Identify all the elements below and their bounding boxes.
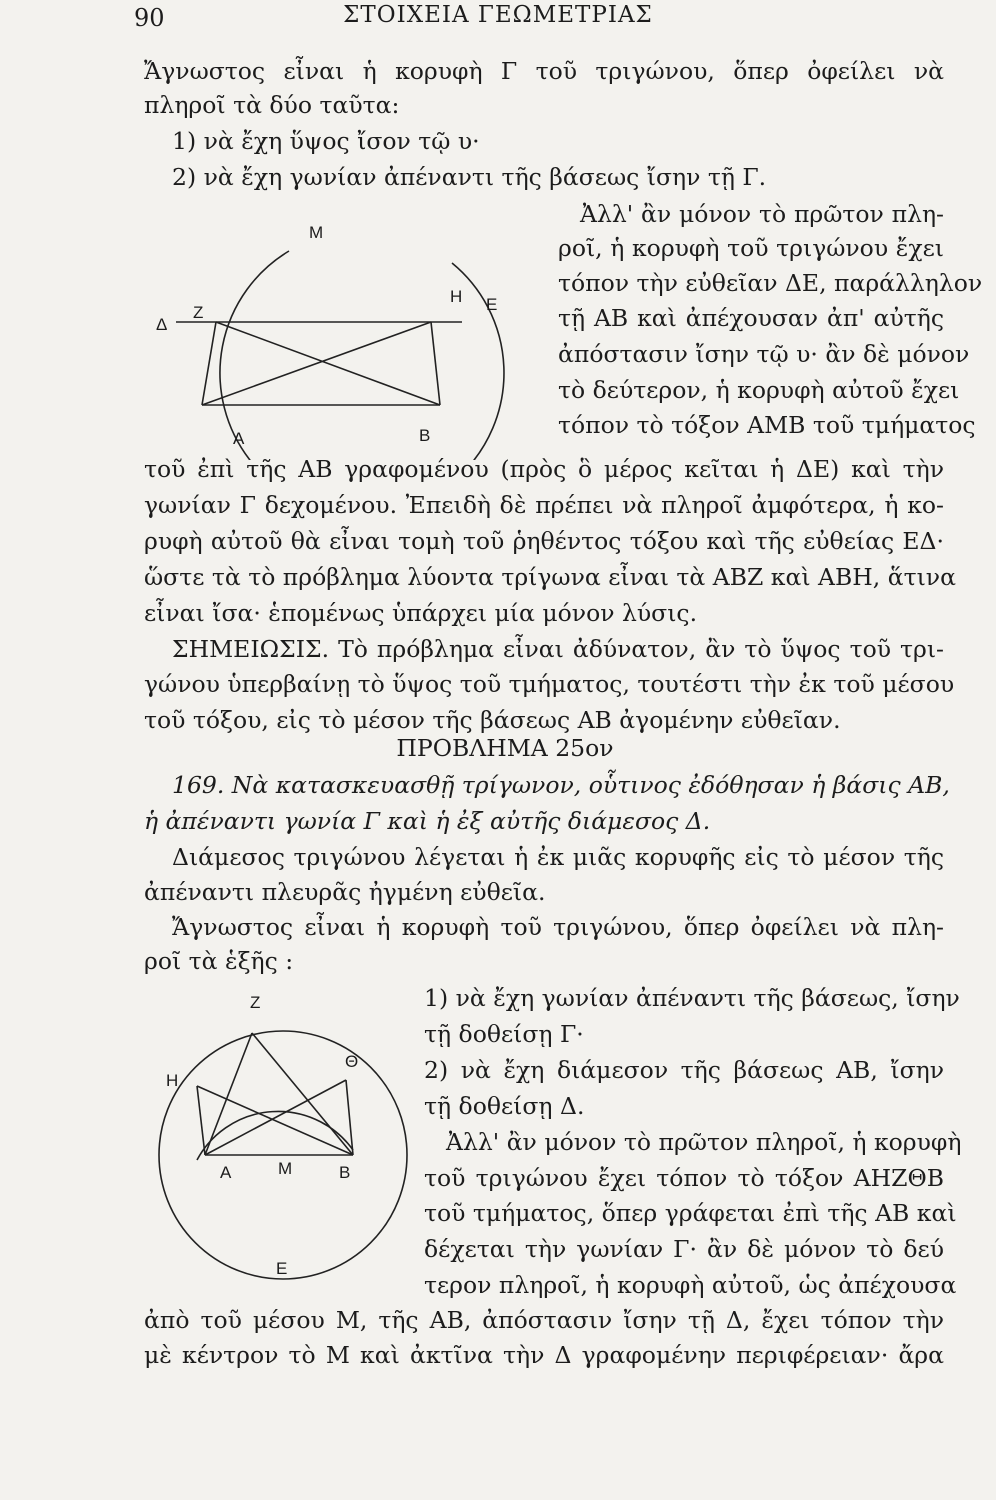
text-line: ροῖ τὰ ἑξῆς : <box>144 947 294 975</box>
segment-az <box>205 1033 252 1155</box>
figure-label: Μ <box>278 1159 293 1178</box>
text-line: τοῦ τόξου, εἰς τὸ μέσον τῆς βάσεως ΑΒ ἀγομένην εὐθεῖαν. <box>144 706 841 734</box>
figure-2-diagram <box>150 990 420 1290</box>
text-line: ρυφὴ αὐτοῦ θὰ εἶναι τομὴ τοῦ ῥηθέντος τόξου καὶ τῆς εὐθείας ΕΔ· <box>144 527 944 555</box>
text-line: 1) νὰ ἔχη ὕψος ἴσον τῷ υ· <box>172 127 480 155</box>
circle-arc <box>220 251 504 460</box>
segment-atheta <box>205 1080 346 1155</box>
text-line: δέχεται τὴν γωνίαν Γ· ἂν δὲ μόνον τὸ δεύ <box>424 1235 944 1263</box>
figure-label: Θ <box>345 1052 359 1071</box>
problem-statement: 169. Νὰ κατασκευασθῇ τρίγωνον, οὗτινος ἐδόθησαν ἡ βάσις ΑΒ, <box>172 771 950 799</box>
segment-az <box>202 322 216 405</box>
text-line: μὲ κέντρον τὸ Μ καὶ ἀκτῖνα τὴν Δ γραφομένην περιφέρειαν· ἄρα <box>144 1341 944 1369</box>
text-line: Ἀλλ' ἂν μόνον τὸ πρῶτον πλη- <box>580 200 944 228</box>
text-line: Διάμεσος τριγώνου λέγεται ἡ ἐκ μιᾶς κορυφῆς εἰς τὸ μέσον τῆς <box>172 843 944 871</box>
segment-btheta <box>346 1080 353 1155</box>
figure-label: Η <box>166 1071 179 1090</box>
text-line: γώνου ὑπερβαίνῃ τὸ ὕψος τοῦ τμήματος, τουτέστι τὴν ἐκ τοῦ μέσου <box>144 670 955 698</box>
text-line: τοῦ ἐπὶ τῆς ΑΒ γραφομένου (πρὸς ὃ μέρος κεῖται ἡ ΔΕ) καὶ τὴν <box>144 455 944 483</box>
figure-label: Μ <box>309 223 324 242</box>
segment-bz <box>216 322 440 405</box>
text-line: 2) νὰ ἔχη γωνίαν ἀπέναντι τῆς βάσεως ἴσην τῇ Γ. <box>172 163 767 191</box>
text-line: τῇ δοθείσῃ Γ· <box>424 1020 584 1048</box>
text-line: Ἄγνωστος εἶναι ἡ κορυφὴ τοῦ τριγώνου, ὅπερ ὀφείλει νὰ πλη- <box>172 913 944 941</box>
text-line: ἀπόστασιν ἴσην τῷ υ· ἂν δὲ μόνον <box>558 340 970 368</box>
note-line: ΣΗΜΕΙΩΣΙΣ. Τὸ πρόβλημα εἶναι ἀδύνατον, ἂν τὸ ὕψος τοῦ τρι- <box>172 635 944 663</box>
text-line: τόπον τὴν εὐθεῖαν ΔΕ, παράλληλον <box>558 269 983 297</box>
segment-hb <box>197 1086 353 1155</box>
figure-label: Α <box>233 429 245 448</box>
text-line: 1) νὰ ἔχη γωνίαν ἀπέναντι τῆς βάσεως, ἴσην <box>424 984 960 1012</box>
segment-bz <box>252 1033 353 1155</box>
segment-arc <box>197 1111 353 1160</box>
segment-ha <box>197 1086 205 1155</box>
text-line: τῇ ΑΒ καὶ ἀπέχουσαν ἀπ' αὐτῆς <box>558 304 944 332</box>
text-line: γωνίαν Γ δεχομένου. Ἐπειδὴ δὲ πρέπει νὰ πληροῖ ἀμφότερα, ἡ κο- <box>144 491 944 519</box>
text-line: τερον πληροῖ, ἡ κορυφὴ αὐτοῦ, ὡς ἀπέχουσα <box>424 1271 957 1299</box>
figure-label: Β <box>339 1163 351 1182</box>
text-line: ὥστε τὰ τὸ πρόβλημα λύοντα τρίγωνα εἶναι τὰ ΑΒΖ καὶ ΑΒΗ, ἅτινα <box>144 563 956 591</box>
figure-label: Η <box>450 287 463 306</box>
text-line: πληροῖ τὰ δύο ταῦτα: <box>144 91 400 119</box>
text-line: Ἄγνωστος εἶναι ἡ κορυφὴ Γ τοῦ τριγώνου, ὅπερ ὀφείλει νὰ <box>144 57 944 85</box>
text-line: τῇ δοθείσῃ Δ. <box>424 1092 585 1120</box>
figure-label: Β <box>419 426 431 445</box>
problem-heading: ΠΡΟΒΛΗΜΑ 25ον <box>396 734 614 762</box>
segment-ah <box>202 322 431 405</box>
text-line: ἀπὸ τοῦ μέσου Μ, τῆς ΑΒ, ἀπόστασιν ἴσην τῇ Δ, ἔχει τόπον τὴν <box>144 1306 944 1334</box>
figure-label: Ζ <box>193 303 204 322</box>
text-line: ροῖ, ἡ κορυφὴ τοῦ τριγώνου ἔχει <box>558 234 944 262</box>
page-number: 90 <box>134 4 165 32</box>
text-line: τόπον τὸ τόξον ΑΜΒ τοῦ τμήματος <box>558 411 976 439</box>
text-line: 2) νὰ ἔχη διάμεσον τῆς βάσεως ΑΒ, ἴσην <box>424 1056 944 1084</box>
problem-statement: ἡ ἀπέναντι γωνία Γ καὶ ἡ ἐξ αὐτῆς διάμεσος Δ. <box>144 807 711 835</box>
figure-1-diagram <box>140 210 570 460</box>
text-line: ἀπέναντι πλευρᾶς ἠγμένη εὐθεῖα. <box>144 878 546 906</box>
text-line: εἶναι ἴσα· ἑπομένως ὑπάρχει μία μόνον λύσις. <box>144 599 698 627</box>
text-line: τοῦ τριγώνου ἔχει τόπον τὸ τόξον ΑΗΖΘΒ <box>424 1164 944 1192</box>
text-line: Ἀλλ' ἂν μόνον τὸ πρῶτον πληροῖ, ἡ κορυφὴ <box>446 1128 962 1156</box>
figure-label: Ε <box>276 1259 288 1278</box>
text-line: τὸ δεύτερον, ἡ κορυφὴ αὐτοῦ ἔχει <box>558 376 960 404</box>
running-title: ΣΤΟΙΧΕΙΑ ΓΕΩΜΕΤΡΙΑΣ <box>343 2 653 28</box>
figure-label: Δ <box>156 315 168 334</box>
segment-bh <box>431 322 440 405</box>
figure-label: Ζ <box>250 993 261 1012</box>
figure-label: Α <box>220 1163 232 1182</box>
text-line: τοῦ τμήματος, ὅπερ γράφεται ἐπὶ τῆς ΑΒ καὶ <box>424 1199 957 1227</box>
figure-label: Ε <box>486 295 498 314</box>
